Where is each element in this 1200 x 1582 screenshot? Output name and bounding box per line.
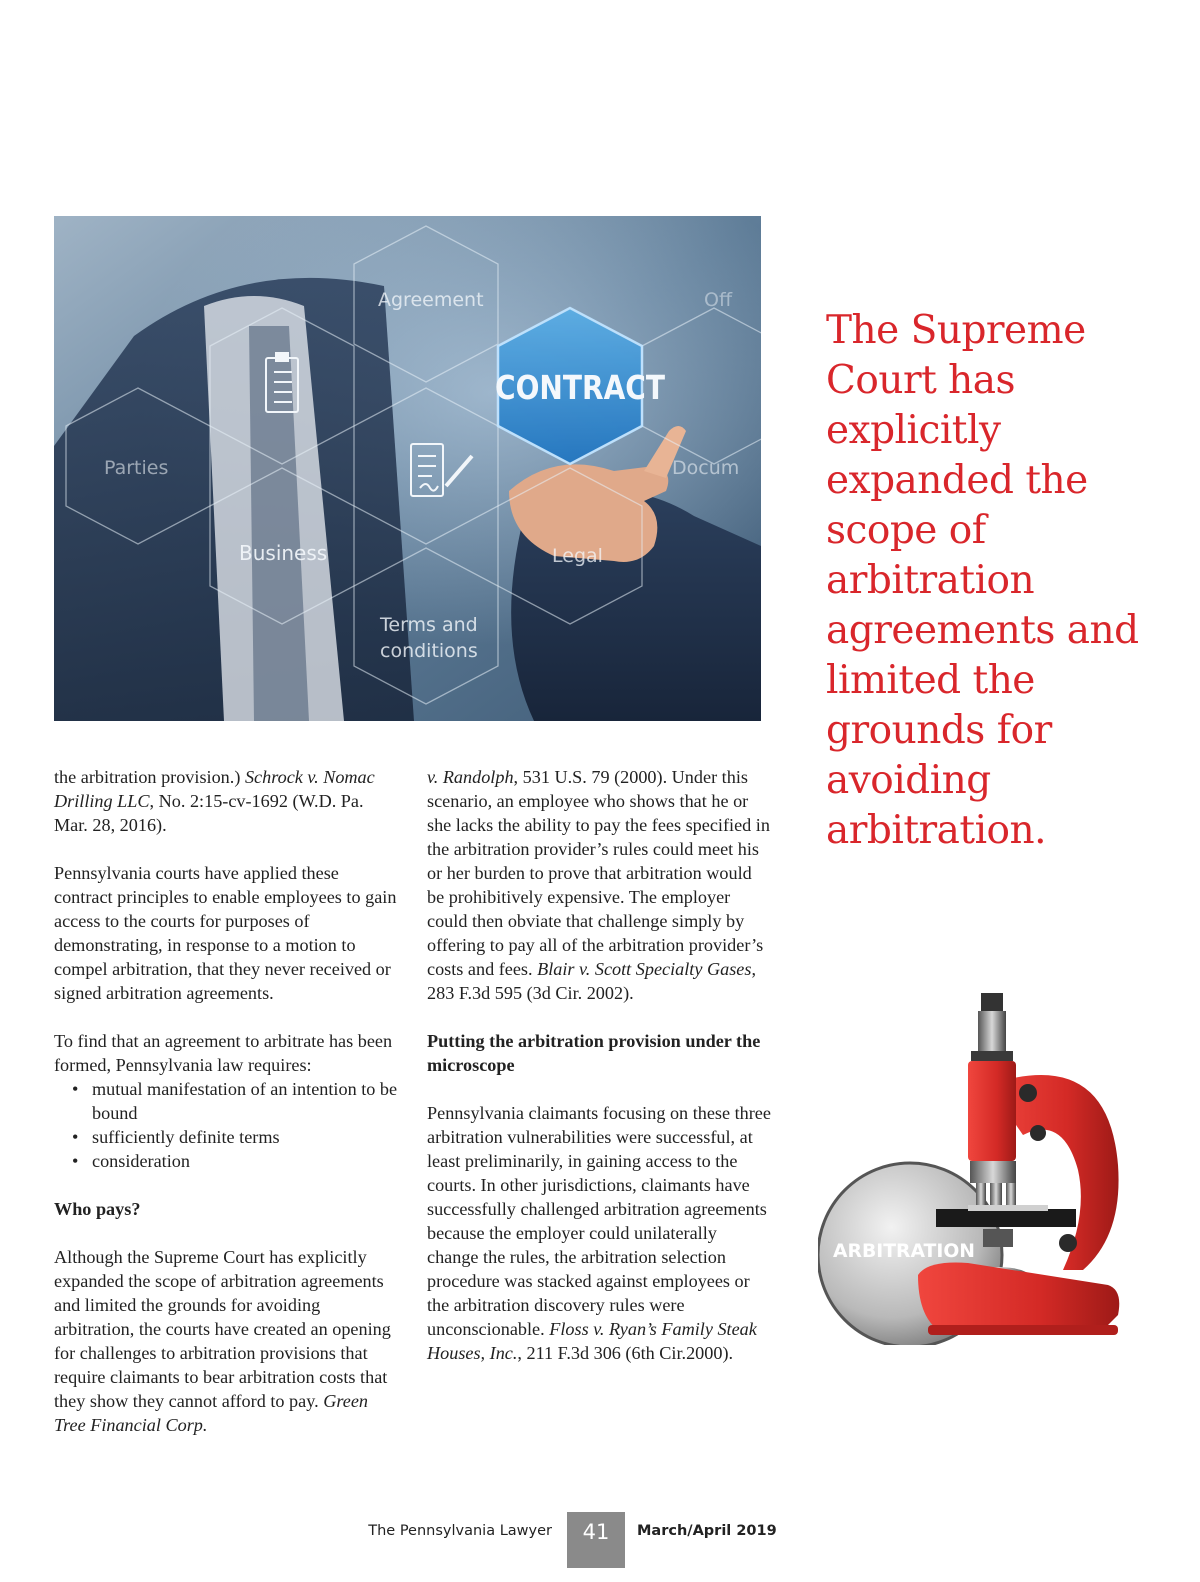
label-offer-partial: Off — [704, 289, 733, 311]
microscope-icon — [818, 985, 1128, 1345]
label-business: Business — [239, 541, 328, 565]
case-citation: Floss v. Ryan’s Family Steak Houses, Inc. — [427, 1319, 757, 1363]
arbitration-label: ARBITRATION — [833, 1240, 975, 1262]
list-item: • consideration — [92, 1149, 399, 1173]
list-item: • mutual manifestation of an intention to be bound — [92, 1077, 399, 1125]
hero-image — [54, 216, 761, 721]
section-heading: Who pays? — [54, 1199, 141, 1219]
case-citation: Schrock v. Nomac Drilling LLC — [54, 767, 375, 811]
issue-date: March/April 2019 — [637, 1523, 777, 1539]
paragraph: Pennsylvania courts have applied these contract principles to enable employees to gain access to the courts for purposes of demonstrating, in response to a motion to compel arbitration, that they never received or signed arbitration agreements. — [54, 863, 397, 1003]
case-citation: v. Randolph — [427, 767, 514, 787]
article-column-left — [54, 765, 399, 1461]
label-terms-line2: conditions — [380, 640, 478, 662]
magazine-name: The Pennsylvania Lawyer — [368, 1523, 552, 1539]
label-documents-partial: Docum — [672, 457, 740, 479]
case-citation: Blair v. Scott Specialty Gases — [537, 959, 752, 979]
paragraph: Pennsylvania claimants focusing on these three arbitration vulnerabilities were successful, at least preliminarily, in gaining access to the courts. In other jurisdictions, claimants have successfully challenged arbitration agreements because the employer could unilaterally change the rules, the arbitration selection procedure was stacked against employees or the arbitration discovery rules were unconscionable. Floss v. Ryan’s Family Steak Houses, Inc., 211 F.3d 306 (6th Cir.2000). — [427, 1103, 771, 1363]
label-agreement: Agreement — [378, 289, 484, 311]
contract-hexagon-illustration — [54, 216, 761, 721]
label-parties: Parties — [104, 457, 169, 479]
page-footer — [0, 1512, 1200, 1552]
paragraph: To find that an agreement to arbitrate has been formed, Pennsylvania law requires: — [54, 1031, 393, 1075]
microscope-illustration — [818, 985, 1128, 1345]
case-citation: Green Tree Financial Corp. — [54, 1391, 368, 1435]
label-terms-line1: Terms and — [380, 614, 478, 636]
label-legal: Legal — [552, 545, 603, 567]
paragraph: the arbitration provision.) Schrock v. Nomac Drilling LLC, No. 2:15-cv-1692 (W.D. Pa. Mar. 28, 2016). — [54, 767, 375, 835]
label-contract: CONTRACT — [495, 368, 666, 407]
section-heading: Putting the arbitration provision under the microscope — [427, 1031, 761, 1075]
pull-quote: The Supreme Court has explicitly expanded the scope of arbitration agreements and limited the grounds for avoiding arbitration. — [826, 308, 1139, 853]
page-number: 41 — [567, 1512, 625, 1568]
paragraph: v. Randolph, 531 U.S. 79 (2000). Under this scenario, an employee who shows that he or she lacks the ability to pay the fees specified in the arbitration provider’s rules could meet his or her burden to prove that arbitration would be prohibitively expensive. The employer could then obviate that challenge simply by offering to pay all of the arbitration provider’s costs and fees. Blair v. Scott Specialty Gases, 283 F.3d 595 (3d Cir. 2002). — [427, 767, 770, 1003]
article-column-middle — [427, 765, 772, 1389]
paragraph: Although the Supreme Court has explicitly expanded the scope of arbitration agreements and limited the grounds for avoiding arbitration, the courts have created an opening for challenges to arbitration provisions that require claimants to bear arbitration costs that they show they cannot afford to pay. Green Tree Financial Corp. — [54, 1247, 391, 1435]
requirements-list — [54, 1077, 399, 1173]
list-item: • sufficiently definite terms — [92, 1125, 399, 1149]
